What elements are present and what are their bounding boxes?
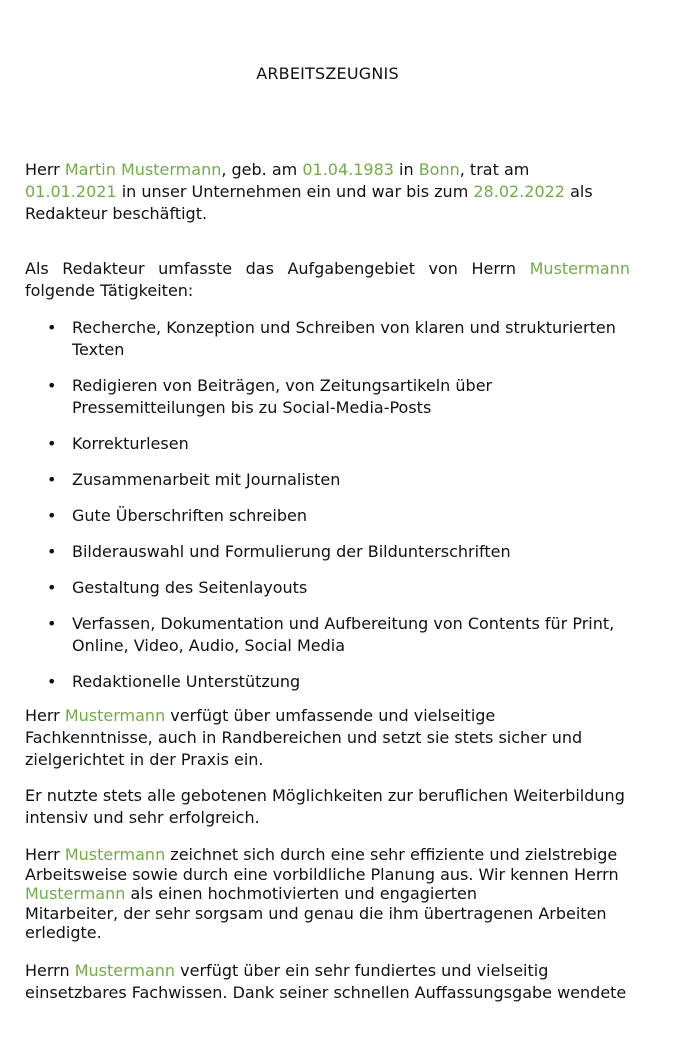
tasks-intro-text: folgende Tätigkeiten: <box>25 281 194 300</box>
list-item: • Bilderauswahl und Formulierung der Bildunterschriften <box>25 541 630 563</box>
list-item: • Zusammenarbeit mit Journalisten <box>25 469 630 491</box>
list-item: • Korrekturlesen <box>25 433 630 455</box>
intro-text: Herr <box>25 160 65 179</box>
tasks-intro-line <box>25 258 630 280</box>
intro-text: , geb. am <box>221 160 303 179</box>
training-text: intensiv und sehr erfolgreich. <box>25 808 260 827</box>
work-style-paragraph <box>25 845 630 943</box>
list-item: • Verfassen, Dokumentation und Aufbereitung von Contents für Print, Online, Video, Audio, Social Media <box>25 613 630 657</box>
tasks-intro-paragraph <box>25 258 630 302</box>
work-text: Herr <box>25 845 65 864</box>
employee-surname: Mustermann <box>74 961 176 980</box>
end-date: 28.02.2022 <box>473 182 565 201</box>
list-item: • Redaktionelle Unterstützung <box>25 671 630 693</box>
intro-text: in <box>393 160 419 179</box>
training-paragraph <box>25 785 630 829</box>
expertise-text: einsetzbares Fachwissen. Dank seiner schnellen Auffassungsgabe wendete <box>25 983 627 1002</box>
list-item: • Gute Überschriften schreiben <box>25 505 630 527</box>
intro-text: in unser Unternehmen ein und war bis zum <box>116 182 474 201</box>
expertise-text: verfügt über ein sehr fundiertes und vielseitig <box>175 961 549 980</box>
document-title: ARBEITSZEUGNIS <box>256 64 399 83</box>
employee-name: Martin Mustermann <box>64 160 222 179</box>
list-item: • Gestaltung des Seitenlayouts <box>25 577 630 599</box>
tasks-intro-text: Als Redakteur umfasste das Aufgabengebiet von Herrn <box>25 259 517 278</box>
intro-text: Redakteur beschäftigt. <box>25 204 208 223</box>
knowledge-text: verfügt über umfassende und vielseitige <box>165 706 496 725</box>
work-text: als einen hochmotivierten und engagierten <box>125 884 478 903</box>
intro-text: , trat am <box>459 160 530 179</box>
list-item: • Redigieren von Beiträgen, von Zeitungsartikeln über Pressemitteilungen bis zu Social-Media-Posts <box>25 375 630 419</box>
expertise-paragraph <box>25 960 630 1004</box>
list-item: • Recherche, Konzeption und Schreiben von klaren und strukturierten Texten <box>25 317 630 361</box>
knowledge-text: Fachkenntnisse, auch in Randbereichen und setzt sie stets sicher und <box>25 728 583 747</box>
work-text: Mitarbeiter, der sehr sorgsam und genau die ihm übertragenen Arbeiten <box>25 903 607 923</box>
start-date: 01.01.2021 <box>25 182 117 201</box>
employee-surname: Mustermann <box>529 259 630 278</box>
knowledge-text: zielgerichtet in der Praxis ein. <box>25 750 264 769</box>
intro-paragraph <box>25 159 630 225</box>
employee-surname: Mustermann <box>64 706 166 725</box>
training-text: Er nutzte stets alle gebotenen Möglichkeiten zur beruflichen Weiterbildung <box>25 786 625 805</box>
employee-surname: Mustermann <box>64 845 166 864</box>
birth-place: Bonn <box>418 160 460 179</box>
knowledge-paragraph <box>25 705 630 771</box>
work-text: zeichnet sich durch eine sehr effiziente und zielstrebige <box>165 845 618 864</box>
birth-date: 01.04.1983 <box>302 160 394 179</box>
expertise-text: Herrn <box>25 961 75 980</box>
work-text: erledigte. <box>25 923 102 942</box>
intro-text: als <box>564 182 593 201</box>
work-text: Arbeitsweise sowie durch eine vorbildliche Planung aus. Wir kennen Herrn <box>25 864 619 884</box>
knowledge-text: Herr <box>25 706 65 725</box>
task-list <box>25 317 630 693</box>
employee-surname: Mustermann <box>25 884 126 903</box>
